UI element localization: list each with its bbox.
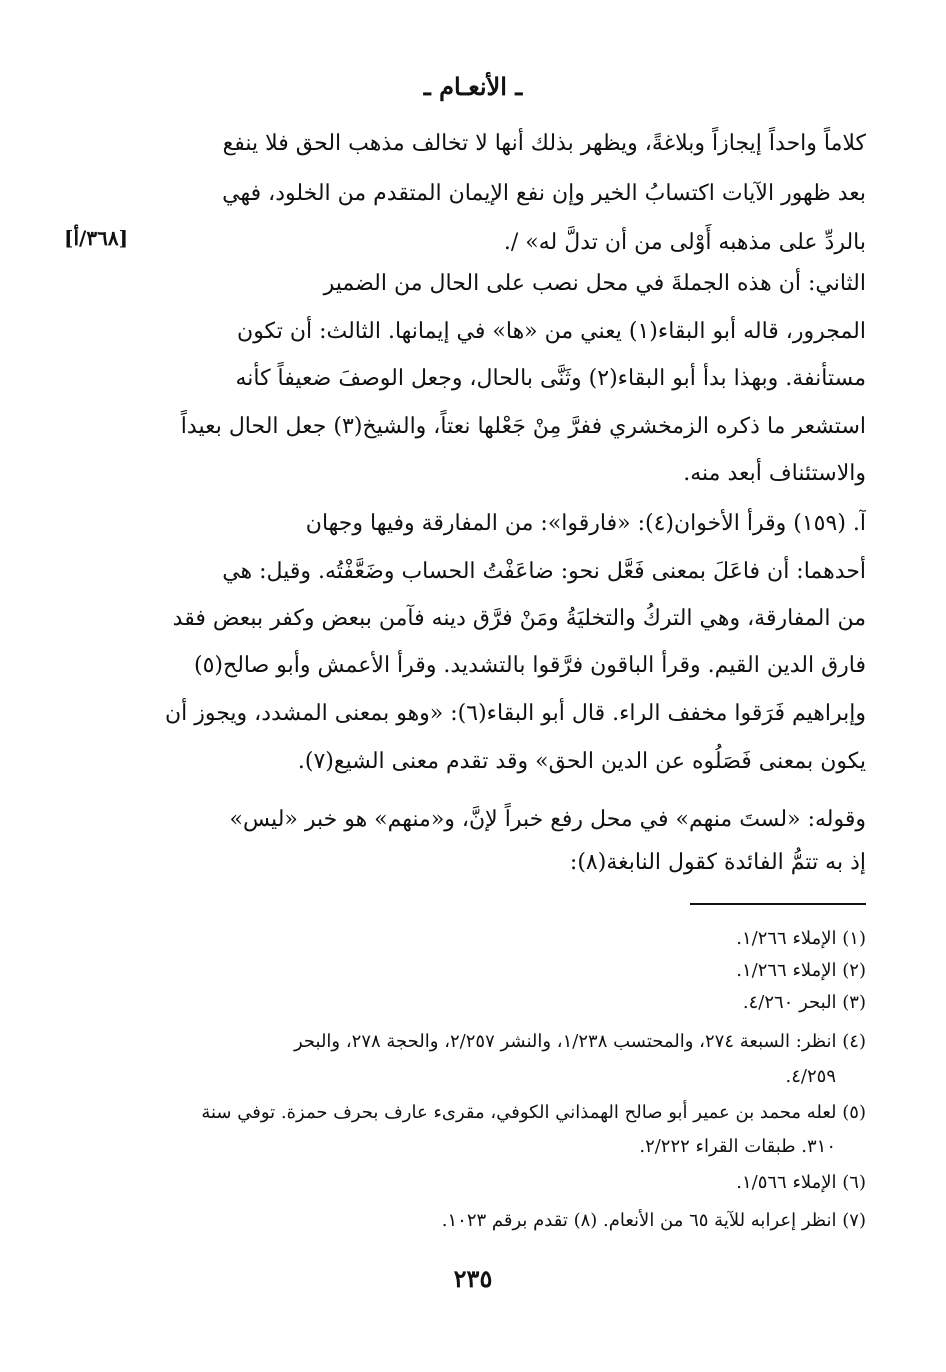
body-line: وإبراهيم فَرَقوا مخفف الراء. قال أبو البقاء(٦): «وهو بمعنى المشدد، ويجوز أن: [164, 701, 866, 726]
body-line: والاستئناف أبعد منه.: [683, 461, 866, 486]
body-line: الثاني: أن هذه الجملةَ في محل نصب على الحال من الضمير: [323, 271, 866, 296]
body-line: إذ به تتمُّ الفائدة كقول النابغة(٨):: [569, 850, 866, 875]
margin-manuscript-reference: [٣٦٨/أ]: [64, 226, 129, 250]
footnote: (٢) الإملاء ١/٢٦٦.: [736, 960, 866, 981]
body-line: فارق الدين القيم. وقرأ الباقون فرَّقوا بالتشديد. وقرأ الأعمش وأبو صالح(٥): [194, 653, 866, 678]
page-number: ٢٣٥: [453, 1264, 493, 1293]
footnote: (٦) الإملاء ١/٥٦٦.: [736, 1172, 866, 1193]
footnote-continuation: ٤/٢٥٩.: [785, 1066, 836, 1087]
body-line: وقوله: «لستَ منهم» في محل رفع خبراً لإنَّ، و«منهم» هو خبر «ليس»: [229, 807, 866, 832]
footnote: (٤) انظر: السبعة ٢٧٤، والمحتسب ١/٢٣٨، والنشر ٢/٢٥٧، والحجة ٢٧٨، والبحر: [293, 1031, 866, 1052]
body-line: مستأنفة. وبهذا بدأ أبو البقاء(٢) وثَنَّى بالحال، وجعل الوصفَ ضعيفاً كأنه: [235, 366, 866, 391]
body-line: من المفارقة، وهي التركُ والتخليَةُ ومَنْ فرَّق دينه فآمن ببعض وكفر ببعض فقد: [172, 606, 866, 631]
footnote: (٧) انظر إعرابه للآية ٦٥ من الأنعام. (٨) تقدم برقم ١٠٢٣.: [441, 1210, 866, 1231]
running-header: ـ الأنعـام ـ: [423, 72, 523, 101]
body-line: يكون بمعنى فَصَلُوه عن الدين الحق» وقد تقدم معنى الشيع(٧).: [297, 749, 866, 774]
body-line: آ. (١٥٩) وقرأ الأخوان(٤): «فارقوا»: من المفارقة وفيها وجهان: [305, 511, 866, 536]
body-line: استشعر ما ذكره الزمخشري ففرَّ مِنْ جَعْلها نعتاً، والشيخ(٣) جعل الحال بعيداً: [180, 414, 866, 439]
footnote-continuation: ٣١٠. طبقات القراء ٢/٢٢٢.: [639, 1136, 836, 1157]
body-line: أحدهما: أن فاعَلَ بمعنى فَعَّل نحو: ضاعَفْتُ الحساب وضَعَّفْتُه. وقيل: هي: [222, 559, 866, 584]
body-line: بعد ظهور الآيات اكتسابُ الخير وإن نفع الإيمان المتقدم من الخلود، فهي: [222, 181, 866, 206]
footnote: (٥) لعله محمد بن عمير أبو صالح الهمذاني الكوفي، مقرىء عارف بحرف حمزة. توفي سنة: [201, 1102, 866, 1123]
footnote-separator: [690, 903, 866, 905]
footnote: (١) الإملاء ١/٢٦٦.: [736, 928, 866, 949]
body-line: المجرور، قاله أبو البقاء(١) يعني من «ها» في إيمانها. الثالث: أن تكون: [237, 319, 866, 344]
body-line: كلاماً واحداً إيجازاً وبلاغةً، ويظهر بذلك أنها لا تخالف مذهب الحق فلا ينفع: [222, 131, 866, 156]
body-line: بالردِّ على مذهبه أَوْلى من أن تدلَّ له» /.: [503, 230, 866, 255]
footnote: (٣) البحر ٤/٢٦٠.: [742, 992, 866, 1013]
